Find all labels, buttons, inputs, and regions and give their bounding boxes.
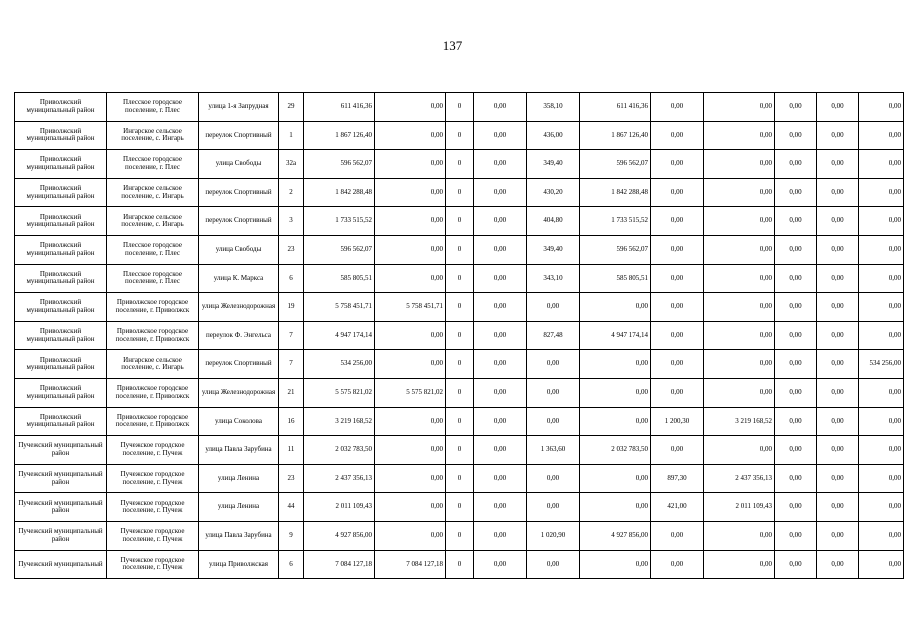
cost-cell: 0,00 bbox=[375, 464, 446, 493]
count-cell: 0 bbox=[446, 321, 474, 350]
count-cell: 0 bbox=[446, 407, 474, 436]
settlement-cell: Приволжское городское поселение, г. Приволжск bbox=[107, 378, 199, 407]
total-cost-cell: 1 842 288,48 bbox=[304, 178, 375, 207]
house-number-cell: 19 bbox=[279, 293, 304, 322]
value-cell: 0,00 bbox=[817, 150, 859, 179]
area-cell: 421,00 bbox=[651, 493, 704, 522]
total-cost-cell: 2 032 783,50 bbox=[304, 436, 375, 465]
cost-cell: 0,00 bbox=[704, 436, 775, 465]
house-number-cell: 9 bbox=[279, 521, 304, 550]
total-cost-cell: 5 575 821,02 bbox=[304, 378, 375, 407]
value-cell: 0,00 bbox=[775, 350, 817, 379]
house-number-cell: 23 bbox=[279, 235, 304, 264]
area-cell: 349,40 bbox=[527, 150, 580, 179]
table-row bbox=[15, 178, 904, 207]
district-cell: Приволжский муниципальный район bbox=[15, 350, 107, 379]
value-cell: 0,00 bbox=[817, 464, 859, 493]
area-cell: 430,20 bbox=[527, 178, 580, 207]
cost-cell: 4 927 856,00 bbox=[580, 521, 651, 550]
table-row bbox=[15, 321, 904, 350]
house-number-cell: 44 bbox=[279, 493, 304, 522]
total-cost-cell: 5 758 451,71 bbox=[304, 293, 375, 322]
cost-cell: 2 011 109,43 bbox=[704, 493, 775, 522]
total-cost-cell: 585 805,51 bbox=[304, 264, 375, 293]
area-cell: 0,00 bbox=[651, 378, 704, 407]
value-cell: 0,00 bbox=[775, 321, 817, 350]
value-cell: 0,00 bbox=[817, 93, 859, 122]
table-row bbox=[15, 521, 904, 550]
cost-cell: 0,00 bbox=[859, 293, 904, 322]
data-table bbox=[14, 92, 904, 579]
value-cell: 0,00 bbox=[474, 264, 527, 293]
total-cost-cell: 534 256,00 bbox=[304, 350, 375, 379]
value-cell: 0,00 bbox=[817, 550, 859, 579]
table-row bbox=[15, 378, 904, 407]
value-cell: 0,00 bbox=[817, 121, 859, 150]
total-cost-cell: 2 437 356,13 bbox=[304, 464, 375, 493]
settlement-cell: Плесское городское поселение, г. Плес bbox=[107, 93, 199, 122]
table-row bbox=[15, 121, 904, 150]
street-cell: переулок Спортивный bbox=[199, 207, 279, 236]
count-cell: 0 bbox=[446, 293, 474, 322]
table-row bbox=[15, 264, 904, 293]
count-cell: 0 bbox=[446, 378, 474, 407]
cost-cell: 0,00 bbox=[859, 207, 904, 236]
settlement-cell: Ингарское сельское поселение, с. Ингарь bbox=[107, 350, 199, 379]
cost-cell: 0,00 bbox=[375, 150, 446, 179]
cost-cell: 0,00 bbox=[375, 207, 446, 236]
value-cell: 0,00 bbox=[474, 93, 527, 122]
area-cell: 0,00 bbox=[651, 436, 704, 465]
district-cell: Пучежский муниципальный район bbox=[15, 436, 107, 465]
cost-cell: 5 575 821,02 bbox=[375, 378, 446, 407]
cost-cell: 585 805,51 bbox=[580, 264, 651, 293]
settlement-cell: Приволжское городское поселение, г. Приволжск bbox=[107, 321, 199, 350]
cost-cell: 0,00 bbox=[580, 350, 651, 379]
total-cost-cell: 1 867 126,40 bbox=[304, 121, 375, 150]
street-cell: улица Приволжская bbox=[199, 550, 279, 579]
house-number-cell: 1 bbox=[279, 121, 304, 150]
value-cell: 0,00 bbox=[474, 150, 527, 179]
value-cell: 0,00 bbox=[474, 464, 527, 493]
total-cost-cell: 596 562,07 bbox=[304, 235, 375, 264]
cost-cell: 0,00 bbox=[375, 93, 446, 122]
house-number-cell: 7 bbox=[279, 350, 304, 379]
house-number-cell: 6 bbox=[279, 550, 304, 579]
value-cell: 0,00 bbox=[474, 207, 527, 236]
cost-cell: 0,00 bbox=[704, 350, 775, 379]
area-cell: 0,00 bbox=[527, 493, 580, 522]
total-cost-cell: 4 927 856,00 bbox=[304, 521, 375, 550]
cost-cell: 0,00 bbox=[704, 550, 775, 579]
cost-cell: 0,00 bbox=[859, 407, 904, 436]
value-cell: 0,00 bbox=[474, 550, 527, 579]
area-cell: 0,00 bbox=[527, 350, 580, 379]
value-cell: 0,00 bbox=[474, 121, 527, 150]
cost-cell: 596 562,07 bbox=[580, 235, 651, 264]
value-cell: 0,00 bbox=[775, 378, 817, 407]
total-cost-cell: 1 733 515,52 bbox=[304, 207, 375, 236]
value-cell: 0,00 bbox=[474, 493, 527, 522]
area-cell: 1 363,60 bbox=[527, 436, 580, 465]
cost-cell: 596 562,07 bbox=[580, 150, 651, 179]
cost-cell: 0,00 bbox=[375, 436, 446, 465]
cost-cell: 2 437 356,13 bbox=[704, 464, 775, 493]
house-number-cell: 16 bbox=[279, 407, 304, 436]
area-cell: 0,00 bbox=[651, 550, 704, 579]
settlement-cell: Приволжское городское поселение, г. Приволжск bbox=[107, 293, 199, 322]
settlement-cell: Пучежское городское поселение, г. Пучеж bbox=[107, 521, 199, 550]
house-number-cell: 29 bbox=[279, 93, 304, 122]
value-cell: 0,00 bbox=[474, 350, 527, 379]
district-cell: Приволжский муниципальный район bbox=[15, 264, 107, 293]
cost-cell: 3 219 168,52 bbox=[704, 407, 775, 436]
cost-cell: 7 084 127,18 bbox=[375, 550, 446, 579]
area-cell: 0,00 bbox=[527, 407, 580, 436]
district-cell: Пучежский муниципальный bbox=[15, 550, 107, 579]
street-cell: улица 1-я Запрудная bbox=[199, 93, 279, 122]
value-cell: 0,00 bbox=[775, 521, 817, 550]
street-cell: улица Павла Зарубина bbox=[199, 521, 279, 550]
value-cell: 0,00 bbox=[775, 493, 817, 522]
cost-cell: 0,00 bbox=[704, 207, 775, 236]
total-cost-cell: 2 011 109,43 bbox=[304, 493, 375, 522]
district-cell: Приволжский муниципальный район bbox=[15, 407, 107, 436]
cost-cell: 1 842 288,48 bbox=[580, 178, 651, 207]
value-cell: 0,00 bbox=[775, 293, 817, 322]
value-cell: 0,00 bbox=[474, 321, 527, 350]
count-cell: 0 bbox=[446, 550, 474, 579]
cost-cell: 0,00 bbox=[375, 121, 446, 150]
cost-cell: 4 947 174,14 bbox=[580, 321, 651, 350]
settlement-cell: Пучежское городское поселение, г. Пучеж bbox=[107, 464, 199, 493]
cost-cell: 0,00 bbox=[704, 378, 775, 407]
value-cell: 0,00 bbox=[775, 550, 817, 579]
value-cell: 0,00 bbox=[474, 407, 527, 436]
cost-cell: 0,00 bbox=[859, 521, 904, 550]
area-cell: 0,00 bbox=[651, 121, 704, 150]
district-cell: Приволжский муниципальный район bbox=[15, 207, 107, 236]
area-cell: 0,00 bbox=[527, 464, 580, 493]
cost-cell: 0,00 bbox=[859, 550, 904, 579]
value-cell: 0,00 bbox=[775, 264, 817, 293]
cost-cell: 0,00 bbox=[859, 93, 904, 122]
value-cell: 0,00 bbox=[775, 407, 817, 436]
house-number-cell: 3 bbox=[279, 207, 304, 236]
cost-cell: 5 758 451,71 bbox=[375, 293, 446, 322]
total-cost-cell: 7 084 127,18 bbox=[304, 550, 375, 579]
cost-cell: 0,00 bbox=[859, 378, 904, 407]
cost-cell: 0,00 bbox=[704, 321, 775, 350]
count-cell: 0 bbox=[446, 207, 474, 236]
street-cell: переулок Спортивный bbox=[199, 350, 279, 379]
count-cell: 0 bbox=[446, 350, 474, 379]
area-cell: 0,00 bbox=[651, 178, 704, 207]
value-cell: 0,00 bbox=[474, 178, 527, 207]
table-row bbox=[15, 493, 904, 522]
table-row bbox=[15, 235, 904, 264]
house-number-cell: 6 bbox=[279, 264, 304, 293]
settlement-cell: Ингарское сельское поселение, с. Ингарь bbox=[107, 178, 199, 207]
settlement-cell: Ингарское сельское поселение, с. Ингарь bbox=[107, 207, 199, 236]
area-cell: 0,00 bbox=[651, 93, 704, 122]
count-cell: 0 bbox=[446, 178, 474, 207]
district-cell: Приволжский муниципальный район bbox=[15, 235, 107, 264]
street-cell: переулок Ф. Энгельса bbox=[199, 321, 279, 350]
cost-cell: 0,00 bbox=[704, 93, 775, 122]
count-cell: 0 bbox=[446, 521, 474, 550]
area-cell: 0,00 bbox=[651, 521, 704, 550]
count-cell: 0 bbox=[446, 264, 474, 293]
total-cost-cell: 611 416,36 bbox=[304, 93, 375, 122]
value-cell: 0,00 bbox=[817, 350, 859, 379]
district-cell: Приволжский муниципальный район bbox=[15, 150, 107, 179]
value-cell: 0,00 bbox=[775, 464, 817, 493]
table-row bbox=[15, 407, 904, 436]
cost-cell: 0,00 bbox=[704, 521, 775, 550]
total-cost-cell: 4 947 174,14 bbox=[304, 321, 375, 350]
settlement-cell: Пучежское городское поселение, г. Пучеж bbox=[107, 550, 199, 579]
district-cell: Пучежский муниципальный район bbox=[15, 521, 107, 550]
street-cell: улица Павла Зарубина bbox=[199, 436, 279, 465]
value-cell: 0,00 bbox=[775, 150, 817, 179]
value-cell: 0,00 bbox=[775, 178, 817, 207]
total-cost-cell: 3 219 168,52 bbox=[304, 407, 375, 436]
count-cell: 0 bbox=[446, 464, 474, 493]
cost-cell: 0,00 bbox=[375, 235, 446, 264]
cost-cell: 0,00 bbox=[859, 493, 904, 522]
cost-cell: 0,00 bbox=[375, 407, 446, 436]
area-cell: 0,00 bbox=[527, 293, 580, 322]
district-cell: Приволжский муниципальный район bbox=[15, 321, 107, 350]
value-cell: 0,00 bbox=[775, 207, 817, 236]
cost-cell: 1 733 515,52 bbox=[580, 207, 651, 236]
street-cell: улица Железнодорожная bbox=[199, 378, 279, 407]
area-cell: 0,00 bbox=[651, 264, 704, 293]
cost-cell: 0,00 bbox=[580, 493, 651, 522]
table-row bbox=[15, 550, 904, 579]
area-cell: 436,00 bbox=[527, 121, 580, 150]
cost-cell: 0,00 bbox=[375, 350, 446, 379]
value-cell: 0,00 bbox=[817, 235, 859, 264]
district-cell: Приволжский муниципальный район bbox=[15, 378, 107, 407]
cost-cell: 0,00 bbox=[375, 321, 446, 350]
value-cell: 0,00 bbox=[474, 521, 527, 550]
table-row bbox=[15, 207, 904, 236]
table-row bbox=[15, 464, 904, 493]
street-cell: улица Ленина bbox=[199, 493, 279, 522]
count-cell: 0 bbox=[446, 150, 474, 179]
area-cell: 0,00 bbox=[651, 235, 704, 264]
cost-cell: 0,00 bbox=[580, 407, 651, 436]
area-cell: 404,80 bbox=[527, 207, 580, 236]
district-cell: Приволжский муниципальный район bbox=[15, 93, 107, 122]
value-cell: 0,00 bbox=[817, 407, 859, 436]
table-row bbox=[15, 350, 904, 379]
value-cell: 0,00 bbox=[474, 378, 527, 407]
count-cell: 0 bbox=[446, 121, 474, 150]
value-cell: 0,00 bbox=[474, 235, 527, 264]
area-cell: 358,10 bbox=[527, 93, 580, 122]
area-cell: 0,00 bbox=[527, 550, 580, 579]
cost-cell: 0,00 bbox=[375, 264, 446, 293]
cost-cell: 0,00 bbox=[375, 493, 446, 522]
cost-cell: 0,00 bbox=[704, 264, 775, 293]
cost-cell: 0,00 bbox=[580, 550, 651, 579]
table-row bbox=[15, 436, 904, 465]
cost-cell: 0,00 bbox=[859, 321, 904, 350]
cost-cell: 0,00 bbox=[580, 378, 651, 407]
table-row bbox=[15, 293, 904, 322]
street-cell: улица Соколова bbox=[199, 407, 279, 436]
value-cell: 0,00 bbox=[817, 436, 859, 465]
cost-cell: 0,00 bbox=[859, 436, 904, 465]
street-cell: улица Железнодорожная bbox=[199, 293, 279, 322]
value-cell: 0,00 bbox=[775, 93, 817, 122]
value-cell: 0,00 bbox=[817, 178, 859, 207]
area-cell: 0,00 bbox=[651, 207, 704, 236]
settlement-cell: Плесское городское поселение, г. Плес bbox=[107, 235, 199, 264]
cost-cell: 0,00 bbox=[375, 521, 446, 550]
street-cell: улица К. Маркса bbox=[199, 264, 279, 293]
cost-cell: 0,00 bbox=[704, 178, 775, 207]
cost-cell: 0,00 bbox=[859, 264, 904, 293]
area-cell: 0,00 bbox=[527, 378, 580, 407]
value-cell: 0,00 bbox=[817, 321, 859, 350]
count-cell: 0 bbox=[446, 493, 474, 522]
count-cell: 0 bbox=[446, 436, 474, 465]
street-cell: улица Свободы bbox=[199, 235, 279, 264]
area-cell: 349,40 bbox=[527, 235, 580, 264]
value-cell: 0,00 bbox=[775, 235, 817, 264]
page-number: 137 bbox=[442, 38, 463, 53]
total-cost-cell: 596 562,07 bbox=[304, 150, 375, 179]
cost-cell: 0,00 bbox=[704, 150, 775, 179]
value-cell: 0,00 bbox=[817, 521, 859, 550]
district-cell: Пучежский муниципальный район bbox=[15, 464, 107, 493]
cost-cell: 2 032 783,50 bbox=[580, 436, 651, 465]
cost-cell: 0,00 bbox=[859, 464, 904, 493]
value-cell: 0,00 bbox=[775, 121, 817, 150]
area-cell: 1 200,30 bbox=[651, 407, 704, 436]
cost-cell: 1 867 126,40 bbox=[580, 121, 651, 150]
value-cell: 0,00 bbox=[474, 436, 527, 465]
house-number-cell: 2 bbox=[279, 178, 304, 207]
cost-cell: 0,00 bbox=[704, 235, 775, 264]
settlement-cell: Пучежское городское поселение, г. Пучеж bbox=[107, 436, 199, 465]
settlement-cell: Приволжское городское поселение, г. Приволжск bbox=[107, 407, 199, 436]
house-number-cell: 21 bbox=[279, 378, 304, 407]
settlement-cell: Ингарское сельское поселение, с. Ингарь bbox=[107, 121, 199, 150]
house-number-cell: 7 bbox=[279, 321, 304, 350]
street-cell: переулок Спортивный bbox=[199, 178, 279, 207]
value-cell: 0,00 bbox=[817, 207, 859, 236]
street-cell: переулок Спортивный bbox=[199, 121, 279, 150]
cost-cell: 534 256,00 bbox=[859, 350, 904, 379]
cost-cell: 0,00 bbox=[375, 178, 446, 207]
cost-cell: 0,00 bbox=[580, 464, 651, 493]
count-cell: 0 bbox=[446, 235, 474, 264]
area-cell: 1 020,90 bbox=[527, 521, 580, 550]
cost-cell: 0,00 bbox=[859, 235, 904, 264]
house-number-cell: 23 bbox=[279, 464, 304, 493]
area-cell: 343,10 bbox=[527, 264, 580, 293]
area-cell: 0,00 bbox=[651, 293, 704, 322]
cost-cell: 611 416,36 bbox=[580, 93, 651, 122]
value-cell: 0,00 bbox=[474, 293, 527, 322]
area-cell: 0,00 bbox=[651, 350, 704, 379]
count-cell: 0 bbox=[446, 93, 474, 122]
street-cell: улица Ленина bbox=[199, 464, 279, 493]
area-cell: 0,00 bbox=[651, 150, 704, 179]
value-cell: 0,00 bbox=[817, 493, 859, 522]
table-row bbox=[15, 93, 904, 122]
district-cell: Приволжский муниципальный район bbox=[15, 178, 107, 207]
cost-cell: 0,00 bbox=[859, 150, 904, 179]
area-cell: 0,00 bbox=[651, 321, 704, 350]
cost-cell: 0,00 bbox=[859, 178, 904, 207]
value-cell: 0,00 bbox=[775, 436, 817, 465]
settlement-cell: Пучежское городское поселение, г. Пучеж bbox=[107, 493, 199, 522]
district-cell: Приволжский муниципальный район bbox=[15, 293, 107, 322]
district-cell: Приволжский муниципальный район bbox=[15, 121, 107, 150]
value-cell: 0,00 bbox=[817, 264, 859, 293]
area-cell: 827,48 bbox=[527, 321, 580, 350]
settlement-cell: Плесское городское поселение, г. Плес bbox=[107, 150, 199, 179]
district-cell: Пучежский муниципальный район bbox=[15, 493, 107, 522]
street-cell: улица Свободы bbox=[199, 150, 279, 179]
value-cell: 0,00 bbox=[817, 293, 859, 322]
area-cell: 897,30 bbox=[651, 464, 704, 493]
table-row bbox=[15, 150, 904, 179]
house-number-cell: 32а bbox=[279, 150, 304, 179]
value-cell: 0,00 bbox=[817, 378, 859, 407]
cost-cell: 0,00 bbox=[704, 293, 775, 322]
cost-cell: 0,00 bbox=[859, 121, 904, 150]
cost-cell: 0,00 bbox=[704, 121, 775, 150]
house-number-cell: 11 bbox=[279, 436, 304, 465]
settlement-cell: Плесское городское поселение, г. Плес bbox=[107, 264, 199, 293]
cost-cell: 0,00 bbox=[580, 293, 651, 322]
